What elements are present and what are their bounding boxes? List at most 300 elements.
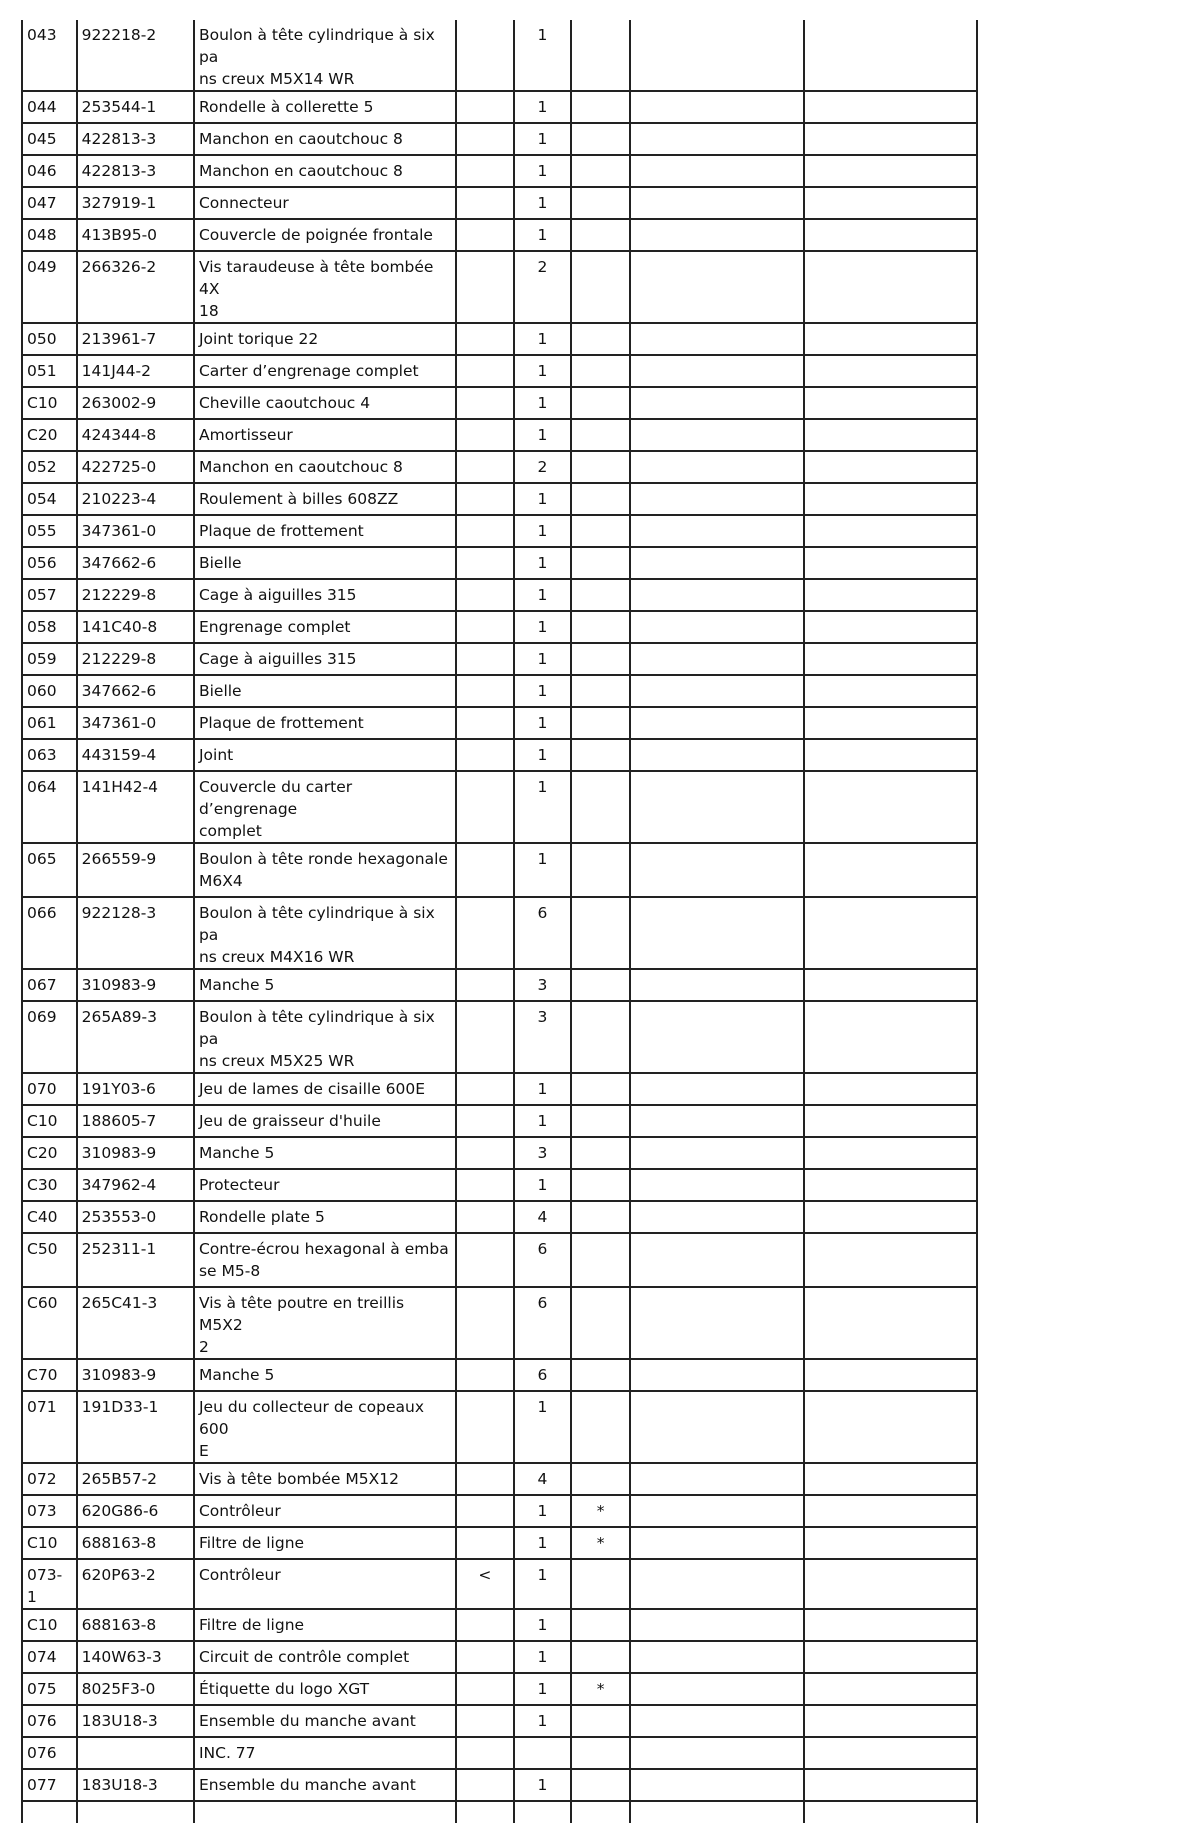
item-number-cell	[22, 1073, 77, 1105]
item-number-text: 061	[27, 714, 57, 732]
table-row	[22, 251, 977, 323]
item-number-cell	[22, 1233, 77, 1287]
quantity-cell	[514, 1201, 572, 1233]
empty-cell	[630, 1001, 804, 1073]
description-cell	[194, 1169, 456, 1201]
part-number-cell	[77, 897, 194, 969]
note-cell	[571, 969, 630, 1001]
quantity-text: 1	[537, 586, 548, 604]
note-cell	[571, 1641, 630, 1673]
marker-text	[461, 1642, 509, 1646]
empty-cell	[630, 1463, 804, 1495]
item-number-text: 076	[27, 1712, 57, 1730]
item-number-text: 058	[27, 618, 57, 636]
note-text	[576, 1202, 625, 1206]
part-number-cell	[77, 1609, 194, 1641]
quantity-text: 1	[537, 650, 548, 668]
item-number-text: 044	[27, 98, 57, 116]
quantity-text: 2	[537, 258, 548, 276]
quantity-cell	[514, 897, 572, 969]
quantity-text: 4	[537, 1208, 548, 1226]
description-cell	[194, 355, 456, 387]
note-cell	[571, 219, 630, 251]
item-number-cell	[22, 675, 77, 707]
empty-cell	[630, 969, 804, 1001]
part-number-text: 922128-3	[81, 904, 157, 922]
part-number-text: 310983-9	[81, 976, 157, 994]
item-number-text: 071	[27, 1398, 57, 1416]
marker-cell	[456, 1559, 514, 1609]
empty-cell	[804, 897, 977, 969]
marker-text	[461, 124, 509, 128]
note-cell	[571, 483, 630, 515]
item-number-text: 056	[27, 554, 57, 572]
empty-cell	[804, 123, 977, 155]
marker-text	[461, 772, 509, 776]
description-cell	[194, 1559, 456, 1609]
part-number-text: 191D33-1	[81, 1398, 159, 1416]
item-number-cell	[22, 547, 77, 579]
quantity-text: 1	[537, 1176, 548, 1194]
empty-cell	[630, 843, 804, 897]
empty-cell	[630, 707, 804, 739]
note-cell	[571, 1391, 630, 1463]
note-text	[576, 420, 625, 424]
item-number-cell	[22, 1673, 77, 1705]
part-number-cell	[77, 1673, 194, 1705]
empty-cell	[630, 771, 804, 843]
marker-text	[461, 844, 509, 848]
note-text: *	[596, 1680, 605, 1698]
part-number-cell	[77, 1463, 194, 1495]
quantity-cell	[514, 323, 572, 355]
table-row	[22, 1463, 977, 1495]
note-cell	[571, 155, 630, 187]
note-cell	[571, 1769, 630, 1801]
item-number-cell	[22, 219, 77, 251]
description-text: Ensemble du manche avant	[198, 1712, 416, 1730]
marker-cell	[456, 707, 514, 739]
empty-cell	[804, 707, 977, 739]
quantity-cell	[514, 1673, 572, 1705]
part-number-cell	[77, 1359, 194, 1391]
empty-cell	[804, 419, 977, 451]
empty-cell	[630, 451, 804, 483]
item-number-cell	[22, 969, 77, 1001]
description-cell	[194, 707, 456, 739]
empty-cell	[630, 1641, 804, 1673]
marker-text	[461, 1528, 509, 1532]
item-number-text: 059	[27, 650, 57, 668]
marker-cell	[456, 1073, 514, 1105]
part-number-text: 140W63-3	[81, 1648, 162, 1666]
description-cell	[194, 451, 456, 483]
description-cell	[194, 155, 456, 187]
table-row	[22, 219, 977, 251]
part-number-cell	[77, 1233, 194, 1287]
item-number-text: C70	[27, 1366, 58, 1384]
empty-cell	[804, 155, 977, 187]
part-number-text: 265C41-3	[81, 1294, 158, 1312]
description-text: Protecteur	[198, 1176, 280, 1194]
empty-cell	[630, 355, 804, 387]
part-number-text: 620G86-6	[81, 1502, 159, 1520]
marker-cell	[456, 323, 514, 355]
description-text: Étiquette du logo XGT	[198, 1680, 370, 1698]
description-cell	[194, 1359, 456, 1391]
description-text: Contre-écrou hexagonal à emba se M5-8	[198, 1240, 449, 1280]
marker-text	[461, 970, 509, 974]
quantity-cell	[514, 739, 572, 771]
table-row	[22, 1001, 977, 1073]
empty-cell	[630, 1705, 804, 1737]
item-number-cell	[22, 1463, 77, 1495]
part-number-text: 413B95-0	[81, 226, 158, 244]
part-number-cell	[77, 643, 194, 675]
note-text	[576, 1706, 625, 1710]
marker-text	[461, 1106, 509, 1110]
empty-cell	[804, 91, 977, 123]
note-text	[576, 740, 625, 744]
marker-text	[461, 252, 509, 256]
note-cell	[571, 1169, 630, 1201]
part-number-cell	[77, 251, 194, 323]
empty-cell	[630, 579, 804, 611]
description-cell	[194, 1463, 456, 1495]
part-number-cell	[77, 1001, 194, 1073]
item-number-text: C10	[27, 1534, 58, 1552]
table-row	[22, 611, 977, 643]
note-text	[576, 1392, 625, 1396]
description-cell	[194, 1001, 456, 1073]
item-number-text: 043	[27, 26, 57, 44]
table-row	[22, 547, 977, 579]
part-number-cell	[77, 91, 194, 123]
note-cell	[571, 1463, 630, 1495]
empty-cell	[630, 1609, 804, 1641]
note-text	[576, 252, 625, 256]
marker-text	[461, 1202, 509, 1206]
empty-cell	[804, 1287, 977, 1359]
marker-cell	[456, 419, 514, 451]
table-row	[22, 91, 977, 123]
description-text: Bielle	[198, 554, 242, 572]
table-row	[22, 1705, 977, 1737]
table-row	[22, 1391, 977, 1463]
empty-cell	[804, 611, 977, 643]
marker-cell	[456, 123, 514, 155]
part-number-cell	[77, 355, 194, 387]
quantity-cell	[514, 1641, 572, 1673]
description-cell	[194, 1769, 456, 1801]
marker-text	[461, 1360, 509, 1364]
table-row	[22, 1359, 977, 1391]
marker-text	[461, 676, 509, 680]
quantity-text: 1	[537, 1648, 548, 1666]
description-text: Couvercle du carter d’engrenage complet	[198, 778, 353, 840]
part-number-text: 183U18-3	[81, 1712, 158, 1730]
quantity-cell	[514, 219, 572, 251]
quantity-text: 1	[537, 522, 548, 540]
quantity-cell	[514, 515, 572, 547]
table-row	[22, 1137, 977, 1169]
part-number-cell	[77, 323, 194, 355]
note-cell	[571, 1705, 630, 1737]
description-text: Plaque de frottement	[198, 714, 364, 732]
description-text: Boulon à tête ronde hexagonale M6X4	[198, 850, 448, 890]
quantity-cell	[514, 187, 572, 219]
table-row	[22, 515, 977, 547]
empty-cell	[804, 1001, 977, 1073]
description-text: Filtre de ligne	[198, 1616, 305, 1634]
quantity-text: 1	[537, 1398, 548, 1416]
quantity-cell	[514, 1391, 572, 1463]
description-text: Joint	[198, 746, 234, 764]
empty-cell	[630, 675, 804, 707]
item-number-cell	[22, 1527, 77, 1559]
part-number-text: 327919-1	[81, 194, 157, 212]
item-number-cell	[22, 611, 77, 643]
quantity-cell	[514, 387, 572, 419]
quantity-cell	[514, 675, 572, 707]
description-text: Contrôleur	[198, 1502, 281, 1520]
marker-cell	[456, 483, 514, 515]
marker-cell	[456, 1169, 514, 1201]
note-cell	[571, 1105, 630, 1137]
description-cell	[194, 1495, 456, 1527]
note-text	[576, 898, 625, 902]
quantity-cell	[514, 771, 572, 843]
quantity-text: 3	[537, 976, 548, 994]
empty-cell	[630, 1559, 804, 1609]
description-cell	[194, 1105, 456, 1137]
marker-text	[461, 1288, 509, 1292]
item-number-text: 070	[27, 1080, 57, 1098]
description-cell	[194, 219, 456, 251]
description-cell	[194, 1287, 456, 1359]
part-number-text: 141H42-4	[81, 778, 159, 796]
item-number-cell	[22, 1169, 77, 1201]
empty-cell	[804, 1137, 977, 1169]
note-text	[576, 1002, 625, 1006]
item-number-cell	[22, 1769, 77, 1801]
item-number-text: 064	[27, 778, 57, 796]
marker-cell	[456, 739, 514, 771]
description-text: Manche 5	[198, 976, 275, 994]
note-text	[576, 20, 625, 24]
description-cell	[194, 969, 456, 1001]
item-number-text: C20	[27, 426, 58, 444]
note-text	[576, 580, 625, 584]
empty-cell	[804, 1801, 977, 1823]
note-text	[576, 484, 625, 488]
marker-cell	[456, 771, 514, 843]
item-number-text: 072	[27, 1470, 57, 1488]
description-cell	[194, 515, 456, 547]
description-cell	[194, 675, 456, 707]
item-number-text: 048	[27, 226, 57, 244]
note-cell	[571, 323, 630, 355]
empty-cell	[630, 20, 804, 91]
part-number-text: 188605-7	[81, 1112, 157, 1130]
note-cell	[571, 1673, 630, 1705]
empty-cell	[804, 251, 977, 323]
empty-cell	[630, 1287, 804, 1359]
quantity-cell	[514, 1609, 572, 1641]
part-number-cell	[77, 20, 194, 91]
item-number-cell	[22, 451, 77, 483]
empty-cell	[804, 675, 977, 707]
item-number-cell	[22, 1137, 77, 1169]
empty-cell	[804, 1705, 977, 1737]
description-cell	[194, 611, 456, 643]
quantity-cell	[514, 1001, 572, 1073]
marker-text	[461, 1074, 509, 1078]
item-number-text: 046	[27, 162, 57, 180]
part-number-cell	[77, 219, 194, 251]
table-row	[22, 1073, 977, 1105]
quantity-text: 1	[537, 778, 548, 796]
note-text	[576, 324, 625, 328]
part-number-text: 253553-0	[81, 1208, 157, 1226]
note-text	[576, 1464, 625, 1468]
marker-text	[461, 220, 509, 224]
note-text	[576, 708, 625, 712]
table-row	[22, 20, 977, 91]
item-number-cell	[22, 843, 77, 897]
description-text: Vis taraudeuse à tête bombée 4X 18	[198, 258, 434, 320]
part-number-cell	[77, 1391, 194, 1463]
part-number-cell	[77, 1495, 194, 1527]
table-row	[22, 897, 977, 969]
description-text: Ensemble du manche avant	[198, 1776, 416, 1794]
item-number-text: 057	[27, 586, 57, 604]
marker-text	[461, 580, 509, 584]
item-number-cell	[22, 515, 77, 547]
quantity-cell	[514, 1705, 572, 1737]
empty-cell	[804, 1201, 977, 1233]
table-row	[22, 323, 977, 355]
description-text: Boulon à tête cylindrique à six pa ns creux M4X16 WR	[198, 904, 435, 966]
empty-cell	[630, 1673, 804, 1705]
item-number-text: 054	[27, 490, 57, 508]
quantity-text: 1	[537, 26, 548, 44]
description-cell	[194, 187, 456, 219]
empty-cell	[804, 1737, 977, 1769]
marker-cell	[456, 251, 514, 323]
note-text	[576, 1234, 625, 1238]
item-number-cell	[22, 187, 77, 219]
part-number-text: 347361-0	[81, 522, 157, 540]
table-row	[22, 1105, 977, 1137]
note-cell	[571, 1527, 630, 1559]
marker-cell	[456, 1769, 514, 1801]
part-number-text: 266559-9	[81, 850, 157, 868]
empty-cell	[804, 323, 977, 355]
empty-cell	[804, 843, 977, 897]
description-cell	[194, 643, 456, 675]
part-number-text: 347662-6	[81, 554, 157, 572]
quantity-text: 1	[537, 162, 548, 180]
item-number-cell	[22, 1495, 77, 1527]
empty-cell	[804, 355, 977, 387]
item-number-text: C20	[27, 1144, 58, 1162]
item-number-cell	[22, 1641, 77, 1673]
note-cell	[571, 771, 630, 843]
description-cell	[194, 1073, 456, 1105]
part-number-cell	[77, 1527, 194, 1559]
description-text: INC. 77	[198, 1744, 256, 1762]
note-cell	[571, 387, 630, 419]
empty-cell	[630, 219, 804, 251]
item-number-cell	[22, 1105, 77, 1137]
part-number-cell	[77, 1137, 194, 1169]
note-text	[576, 1610, 625, 1614]
marker-text	[461, 708, 509, 712]
empty-cell	[630, 323, 804, 355]
note-text	[576, 92, 625, 96]
quantity-text: 3	[537, 1144, 548, 1162]
quantity-text: 1	[537, 1080, 548, 1098]
table-row	[22, 1609, 977, 1641]
note-cell	[571, 1073, 630, 1105]
part-number-text: 212229-8	[81, 650, 157, 668]
note-cell	[571, 1287, 630, 1359]
item-number-text: C40	[27, 1208, 58, 1226]
description-text: Manche 5	[198, 1144, 275, 1162]
empty-cell	[630, 1737, 804, 1769]
item-number-text: C30	[27, 1176, 58, 1194]
part-number-cell	[77, 843, 194, 897]
part-number-cell	[77, 611, 194, 643]
item-number-text: 045	[27, 130, 57, 148]
item-number-text: 066	[27, 904, 57, 922]
part-number-cell	[77, 451, 194, 483]
quantity-cell	[514, 611, 572, 643]
note-text	[576, 844, 625, 848]
part-number-cell	[77, 675, 194, 707]
part-number-cell	[77, 771, 194, 843]
table-row	[22, 1169, 977, 1201]
part-number-text: 252311-1	[81, 1240, 157, 1258]
marker-text	[461, 388, 509, 392]
item-number-cell	[22, 1201, 77, 1233]
marker-cell	[456, 1001, 514, 1073]
note-cell	[571, 1201, 630, 1233]
table-row	[22, 707, 977, 739]
empty-cell	[630, 483, 804, 515]
quantity-text: 1	[537, 194, 548, 212]
quantity-text: 3	[537, 1008, 548, 1026]
note-text	[576, 156, 625, 160]
marker-text	[461, 1138, 509, 1142]
note-text	[576, 548, 625, 552]
quantity-text: 4	[537, 1470, 548, 1488]
part-number-cell	[77, 707, 194, 739]
marker-cell	[456, 843, 514, 897]
part-number-cell	[77, 123, 194, 155]
parts-table	[21, 20, 978, 1823]
note-cell	[571, 547, 630, 579]
marker-cell	[456, 1609, 514, 1641]
description-text: Engrenage complet	[198, 618, 351, 636]
part-number-cell	[77, 515, 194, 547]
item-number-cell	[22, 739, 77, 771]
part-number-text: 191Y03-6	[81, 1080, 156, 1098]
description-cell	[194, 20, 456, 91]
quantity-text: 1	[537, 1566, 548, 1584]
table-row	[22, 675, 977, 707]
